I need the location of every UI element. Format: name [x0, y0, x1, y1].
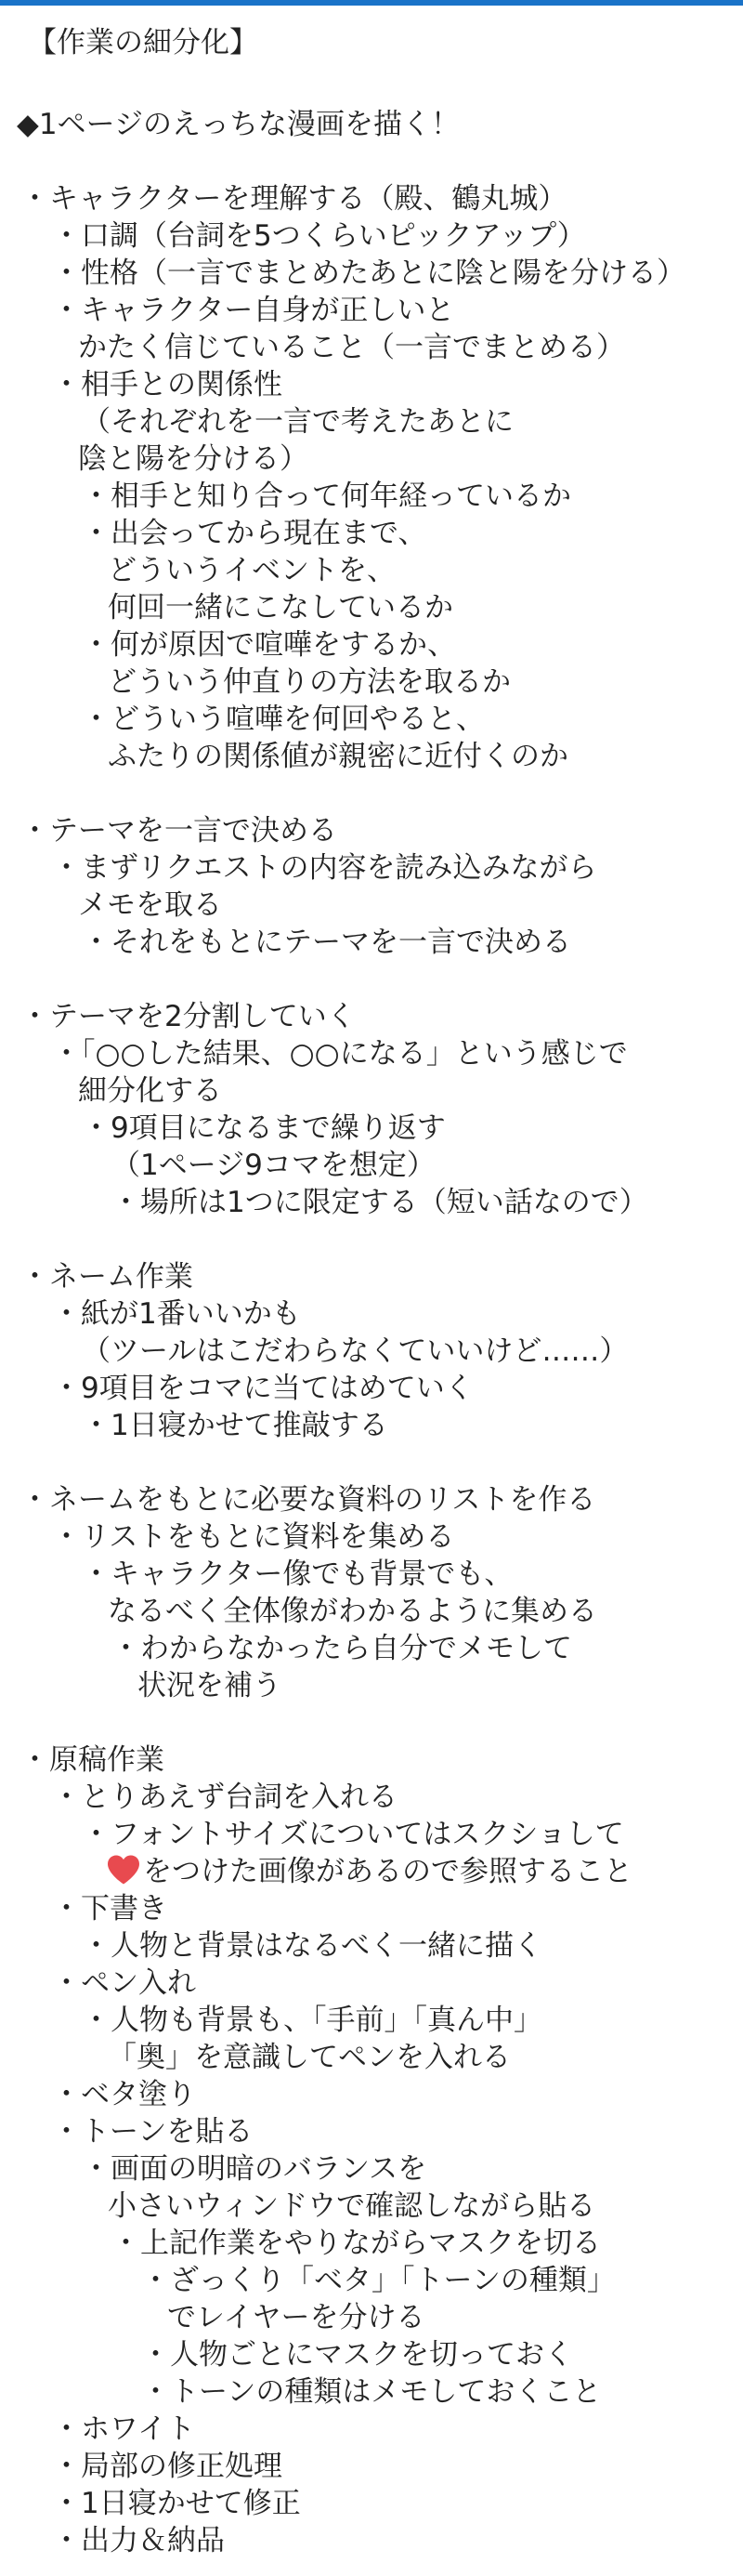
list-item: ・人物と背景はなるべく一緒に描く	[82, 1929, 542, 1963]
list-item: ・局部の修正処理	[52, 2450, 282, 2483]
section-name-work: ・ネーム作業	[20, 1260, 193, 1294]
list-item-continuation: ふたりの関係値が親密に近付くのか	[108, 740, 568, 773]
list-item-continuation: メモを取る	[78, 888, 222, 922]
list-item: ・出会ってから現在まで、	[82, 517, 427, 550]
list-item: ・ベタ塗り	[52, 2078, 196, 2111]
list-item-continuation: かたく信じていること（一言でまとめる）	[78, 331, 625, 364]
list-item: ・下書き	[52, 1892, 167, 1925]
memo-document	[0, 6, 743, 2576]
list-item: ・1日寝かせて修正	[52, 2487, 301, 2520]
list-item-continuation: 「奥」を意識してペンを入れる	[108, 2041, 511, 2074]
list-item: ・9項目をコマに当てはめていく	[52, 1372, 474, 1405]
memo-title: 【作業の細分化】	[28, 26, 258, 59]
list-item-continuation: どういうイベントを、	[108, 554, 396, 587]
section-reference-list: ・ネームをもとに必要な資料のリストを作る	[20, 1483, 596, 1517]
list-item-continuation: （ツールはこだわらなくていいけど……）	[82, 1334, 629, 1368]
list-item: ・キャラクター自身が正しいと	[52, 294, 455, 327]
list-item: ・リストをもとに資料を集める	[52, 1520, 455, 1554]
list-item: ・相手と知り合って何年経っているか	[82, 480, 571, 513]
list-item: ・わからなかったら自分でメモして	[111, 1632, 572, 1665]
section-manuscript: ・原稿作業	[20, 1743, 164, 1777]
list-item: ・口調（台詞を5つくらいピックアップ）	[52, 219, 586, 253]
list-item-continuation: 小さいウィンドウで確認しながら貼る	[108, 2189, 596, 2223]
list-item-continuation: 何回一緒にこなしているか	[108, 591, 453, 624]
heart-icon	[106, 1854, 141, 1886]
list-item-continuation: なるべく全体像がわかるように集める	[108, 1595, 597, 1628]
list-item: ・トーンの種類はメモしておくこと	[141, 2375, 602, 2409]
list-item-continuation: 陰と陽を分ける）	[78, 442, 308, 476]
list-item: ・場所は1つに限定する（短い話なので）	[111, 1186, 648, 1219]
list-item: ・ざっくり「ベタ」「トーンの種類」	[141, 2264, 616, 2297]
list-item: ・画面の明暗のバランスを	[82, 2152, 427, 2186]
list-item-continuation: でレイヤーを分ける	[167, 2301, 425, 2334]
list-item: ・それをもとにテーマを一言で決める	[82, 926, 571, 959]
list-item-text: をつけた画像があるので参照すること	[143, 1855, 632, 1888]
list-item-continuation: 細分化する	[78, 1074, 222, 1108]
list-item: ・相手との関係性	[52, 368, 282, 401]
list-item: ・キャラクター像でも背景でも、	[82, 1557, 514, 1591]
list-item: ・1日寝かせて推敲する	[82, 1409, 388, 1442]
list-item: ・とりあえず台詞を入れる	[52, 1781, 398, 1814]
memo-goal: ◆1ページのえっちな漫画を描く！	[17, 108, 460, 141]
list-item-continuation: （それぞれを一言で考えたあとに	[82, 405, 514, 439]
list-item: ・ホワイト	[52, 2412, 196, 2446]
list-item: ・トーンを貼る	[52, 2115, 254, 2149]
list-item: ・人物ごとにマスクを切っておく	[141, 2338, 573, 2372]
list-item: ・出力＆納品	[52, 2524, 225, 2557]
list-item: ・フォントサイズについてはスクショして	[82, 1818, 624, 1851]
list-item: ・紙が1番いいかも	[52, 1297, 301, 1331]
list-item-continuation: 状況を補う	[137, 1669, 281, 1702]
list-item: ・ペン入れ	[52, 1966, 196, 2000]
list-item-continuation: どういう仲直りの方法を取るか	[108, 665, 511, 699]
list-item: ・上記作業をやりながらマスクを切る	[111, 2227, 601, 2260]
list-item: ・「○○した結果、○○になる」という感じで	[52, 1037, 628, 1071]
list-item: ・何が原因で喧嘩をするか、	[82, 628, 456, 662]
list-item: ・人物も背景も、「手前」「真ん中」	[82, 2004, 542, 2037]
section-theme: ・テーマを一言で決める	[20, 814, 337, 848]
section-theme-split: ・テーマを2分割していく	[20, 1000, 356, 1033]
list-item-continuation	[106, 1853, 632, 1890]
list-item: ・性格（一言でまとめたあとに陰と陽を分ける）	[52, 256, 685, 290]
list-item: ・9項目になるまで繰り返す	[82, 1111, 446, 1145]
list-item: ・まずリクエストの内容を読み込みながら	[52, 851, 597, 885]
list-item: ・どういう喧嘩を何回やると、	[82, 703, 485, 736]
section-character: ・キャラクターを理解する（殿、鶴丸城）	[20, 182, 567, 216]
list-item-continuation: （1ページ9コマを想定）	[111, 1149, 436, 1182]
